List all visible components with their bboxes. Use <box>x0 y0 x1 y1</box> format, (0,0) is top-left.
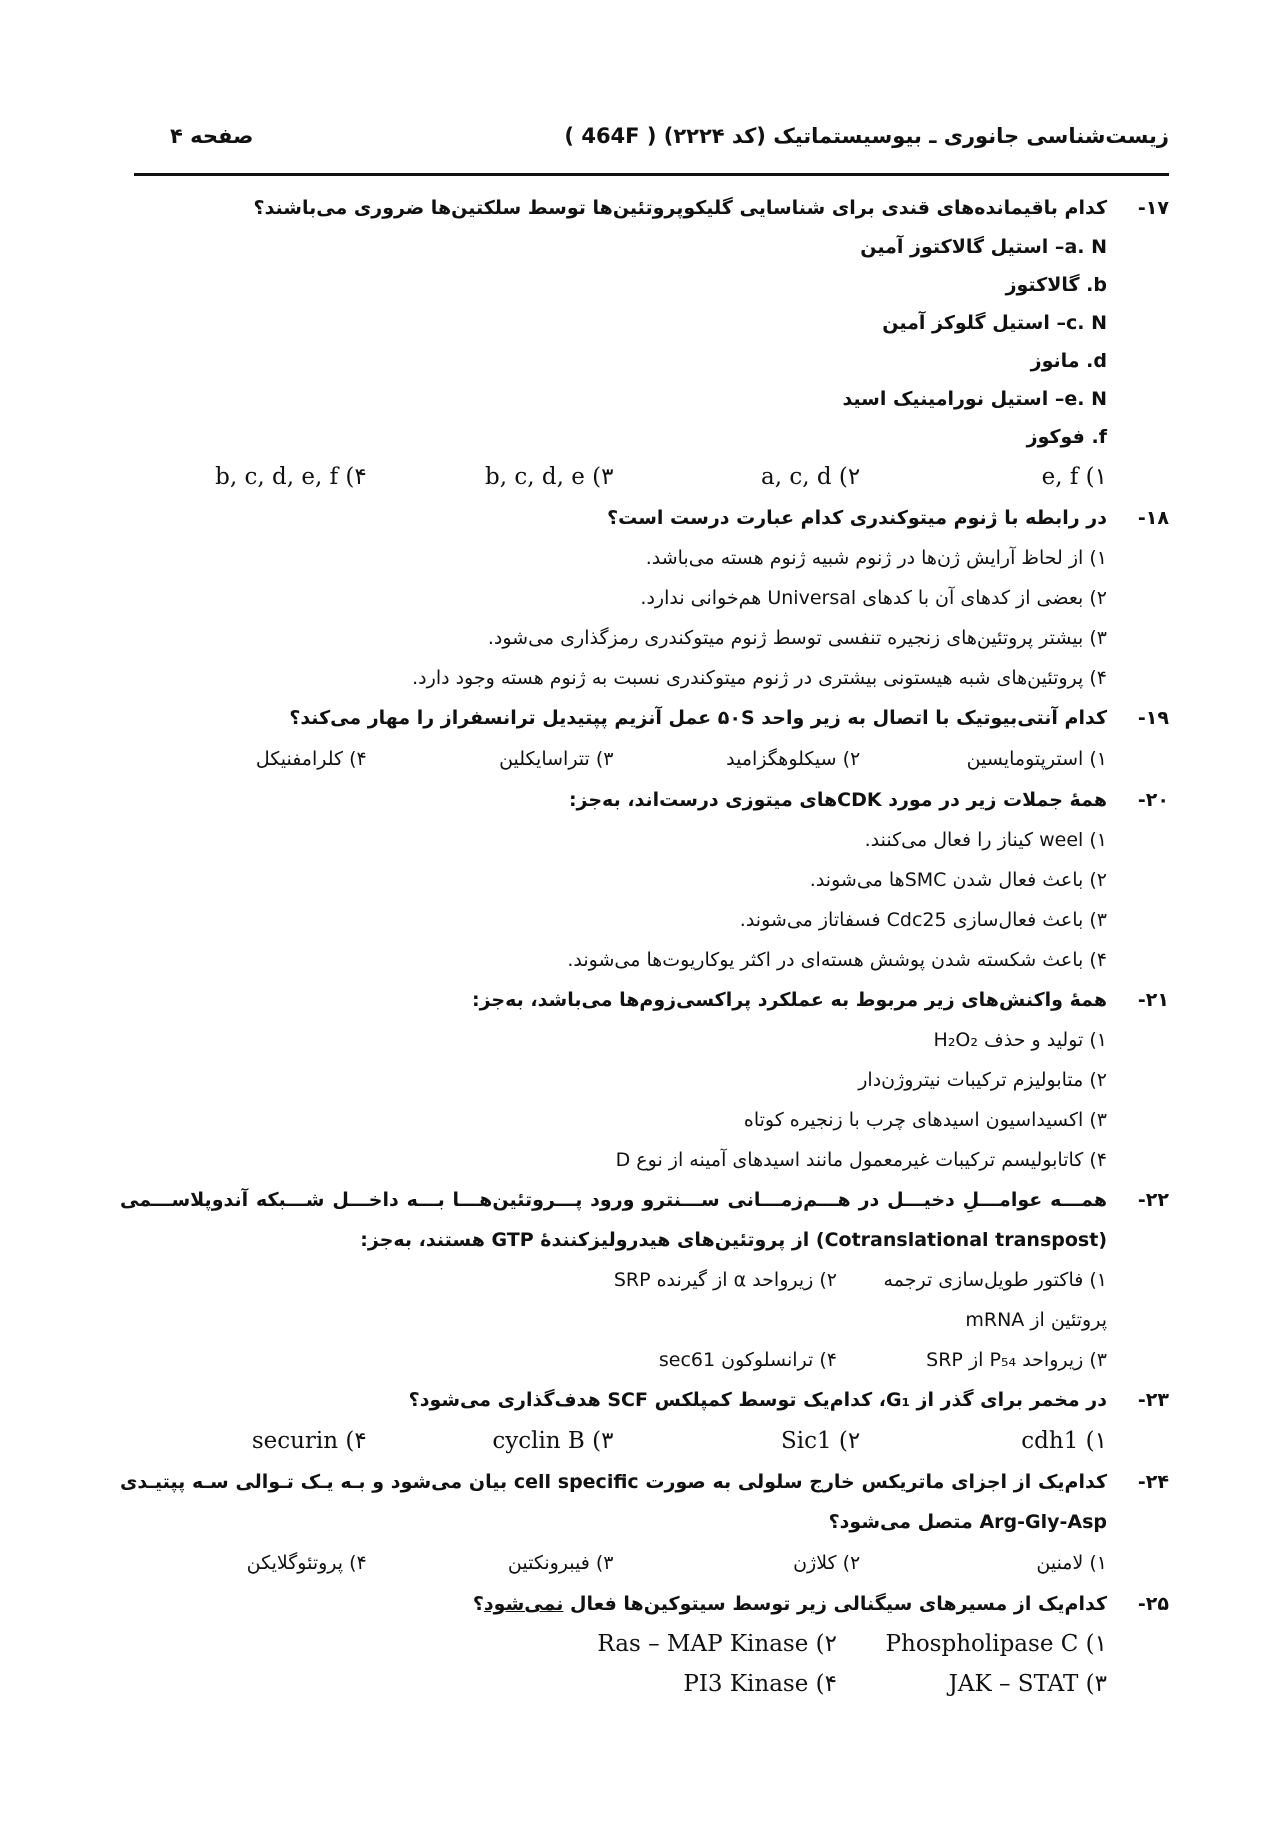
option-2[interactable]: ۲) متابولیزم ترکیبات نیتروژن‌دار <box>858 1069 1107 1091</box>
page-number: صفحه ۴ <box>170 124 254 148</box>
question-text: کدام آنتی‌بیوتیک با اتصال به زیر واحد ۵۰S عمل آنزیم پپتیدیل ترانسفراز را مهار می‌کند؟ <box>289 707 1107 729</box>
question-number: ۲۲- <box>1137 1189 1169 1211</box>
option-2[interactable]: ۲) Ras – MAP Kinase <box>597 1631 837 1657</box>
question-text-part-a: کدام‌یک از مسیرهای سیگنالی زیر توسط سیتوکین‌ها فعال <box>563 1593 1107 1615</box>
option-2[interactable]: ۲) زیرواحد α از گیرنده SRP <box>613 1269 837 1291</box>
question-text-line-1: همـــه عوامـــلِ دخیـــل در هـــم‌زمـــانی ســـنترو ورود پـــروتئین‌هـــا بـــه داخـــل شـــبکه آندوپلاســـمی <box>120 1189 1107 1211</box>
option-2[interactable]: ۲) Sic1 <box>780 1428 861 1454</box>
option-4[interactable]: ۴) b, c, d, e, f <box>215 464 367 490</box>
option-3[interactable]: ۳) cyclin B <box>492 1428 614 1454</box>
option-2[interactable]: ۲) بعضی از کدهای آن با کدهای Universal هم‌خوانی ندارد. <box>640 587 1107 609</box>
option-3[interactable]: ۳) زیرواحد P₅₄ از SRP <box>926 1349 1107 1371</box>
option-2[interactable]: ۲) a, c, d <box>761 464 861 490</box>
question-text: همهٔ واکنش‌های زیر مربوط به عملکرد پراکسی‌زوم‌ها می‌باشد، به‌جز: <box>471 989 1107 1011</box>
option-1[interactable]: ۱) از لحاظ آرایش ژن‌ها در ژنوم شبیه ژنوم هسته می‌باشد. <box>645 547 1107 569</box>
question-text: در مخمر برای گذر از G₁، کدام‌یک توسط کمپلکس SCF هدف‌گذاری می‌شود؟ <box>408 1389 1107 1411</box>
option-4[interactable]: ۴) کلرامفنیکل <box>255 748 367 770</box>
question-text: همهٔ جملات زیر در مورد CDKهای میتوزی درست‌اند، به‌جز: <box>568 789 1107 811</box>
question-number: ۱۸- <box>1137 507 1169 529</box>
option-1[interactable]: ۱) e, f <box>1041 464 1107 490</box>
question-text-line-2: Arg-Gly-Asp متصل می‌شود؟ <box>828 1511 1107 1533</box>
question-number: ۲۵- <box>1137 1593 1169 1615</box>
question-number: ۲۳- <box>1137 1389 1169 1411</box>
item-d: d. مانوز <box>1030 350 1107 372</box>
q19-options <box>120 738 1169 780</box>
option-4[interactable]: ۴) PI3 Kinase <box>683 1671 837 1697</box>
question-text <box>120 1584 1107 1624</box>
option-3[interactable]: ۳) b, c, d, e <box>485 464 614 490</box>
option-2[interactable]: ۲) باعث فعال شدن SMCها می‌شوند. <box>809 869 1107 891</box>
option-1[interactable]: ۱) استرپتومایسین <box>966 748 1107 770</box>
option-3[interactable]: ۳) JAK – STAT <box>948 1671 1107 1697</box>
option-2[interactable]: ۲) سیکلوهگزامید <box>726 748 861 770</box>
question-number: ۱۹- <box>1137 707 1169 729</box>
q25-options <box>120 1624 1169 1704</box>
option-1[interactable]: ۱) لامنین <box>1036 1552 1107 1574</box>
question-number: ۲۰- <box>1137 789 1169 811</box>
item-b: b. گالاکتوز <box>1005 274 1107 296</box>
option-1[interactable]: ۱) cdh1 <box>1021 1428 1107 1454</box>
question-23 <box>120 1380 1169 1420</box>
question-text-emphasis: نمی‌شود <box>483 1593 564 1615</box>
option-1[interactable]: ۱) Phospholipase C <box>885 1631 1107 1657</box>
exam-title: زیست‌شناسی جانوری ـ بیوسیستماتیک (کد ۲۲۲۴) ( 464F ) <box>564 124 1169 148</box>
option-3[interactable]: ۳) تتراسایکلین <box>499 748 614 770</box>
option-4[interactable]: ۴) پروتئوگلایکن <box>246 1552 367 1574</box>
option-4[interactable]: ۴) ترانسلوکون sec61 <box>658 1349 837 1371</box>
item-e: e. N– استیل نورامینیک اسید <box>842 388 1107 410</box>
q17-options <box>120 456 1169 498</box>
question-22 <box>120 1180 1169 1220</box>
page-header <box>130 118 1169 158</box>
option-1[interactable]: ۱) فاکتور طویل‌سازی ترجمه پروتئین از mRNA <box>883 1269 1107 1331</box>
question-text-line-2: (Cotranslational transpost) از پروتئین‌های هیدرولیزکنندهٔ GTP هستند، به‌جز: <box>360 1229 1107 1251</box>
question-number: ۱۷- <box>1137 197 1169 219</box>
questions-area <box>120 188 1169 1704</box>
question-18 <box>120 498 1169 538</box>
question-text-part-b: ؟ <box>472 1593 484 1615</box>
option-1[interactable]: ۱) weel کیناز را فعال می‌کنند. <box>864 829 1107 851</box>
option-2[interactable]: ۲) کلاژن <box>793 1552 861 1574</box>
question-number: ۲۱- <box>1137 989 1169 1011</box>
option-4[interactable]: ۴) securin <box>251 1428 367 1454</box>
option-3[interactable]: ۳) فیبرونکتین <box>507 1552 614 1574</box>
option-3[interactable]: ۳) اکسیداسیون اسیدهای چرب با زنجیره کوتاه <box>743 1109 1107 1131</box>
item-a: a. N– استیل گالاکتوز آمین <box>860 236 1107 258</box>
option-1[interactable]: ۱) تولید و حذف H₂O₂ <box>933 1029 1107 1051</box>
question-21 <box>120 980 1169 1020</box>
question-number: ۲۴- <box>1137 1471 1169 1493</box>
q23-options <box>120 1420 1169 1462</box>
option-3[interactable]: ۳) بیشتر پروتئین‌های زنجیره تنفسی توسط ژنوم میتوکندری رمزگذاری می‌شود. <box>487 627 1107 649</box>
item-f: f. فوکوز <box>1026 426 1107 448</box>
header-divider <box>134 173 1169 176</box>
question-text: کدام باقیمانده‌های قندی برای شناسایی گلیکوپروتئین‌ها توسط سلکتین‌ها ضروری می‌باشند؟ <box>253 197 1107 219</box>
q24-options <box>120 1542 1169 1584</box>
question-text-line-1: کدام‌یک از اجزای ماتریکس خارج سلولی به صورت cell specific بیان می‌شود و بـه یـک تـوالی سـه پپتیـدی <box>120 1471 1107 1493</box>
option-4[interactable]: ۴) باعث شکسته شدن پوشش هسته‌ای در اکثر یوکاریوت‌ها می‌شوند. <box>567 949 1107 971</box>
question-text: در رابطه با ژنوم میتوکندری کدام عبارت درست است؟ <box>607 507 1107 529</box>
question-17 <box>120 188 1169 228</box>
question-24 <box>120 1462 1169 1502</box>
option-4[interactable]: ۴) کاتابولیسم ترکیبات غیرمعمول مانند اسیدهای آمینه از نوع D <box>615 1149 1107 1171</box>
option-4[interactable]: ۴) پروتئین‌های شبه هیستونی بیشتری در ژنوم میتوکندری نسبت به ژنوم هسته وجود دارد. <box>412 667 1107 689</box>
item-c: c. N– استیل گلوکز آمین <box>882 312 1107 334</box>
q22-options <box>120 1260 1169 1380</box>
question-25 <box>120 1584 1169 1624</box>
question-19 <box>120 698 1169 738</box>
option-3[interactable]: ۳) باعث فعال‌سازی Cdc25 فسفاتاز می‌شوند. <box>739 909 1107 931</box>
question-20 <box>120 780 1169 820</box>
